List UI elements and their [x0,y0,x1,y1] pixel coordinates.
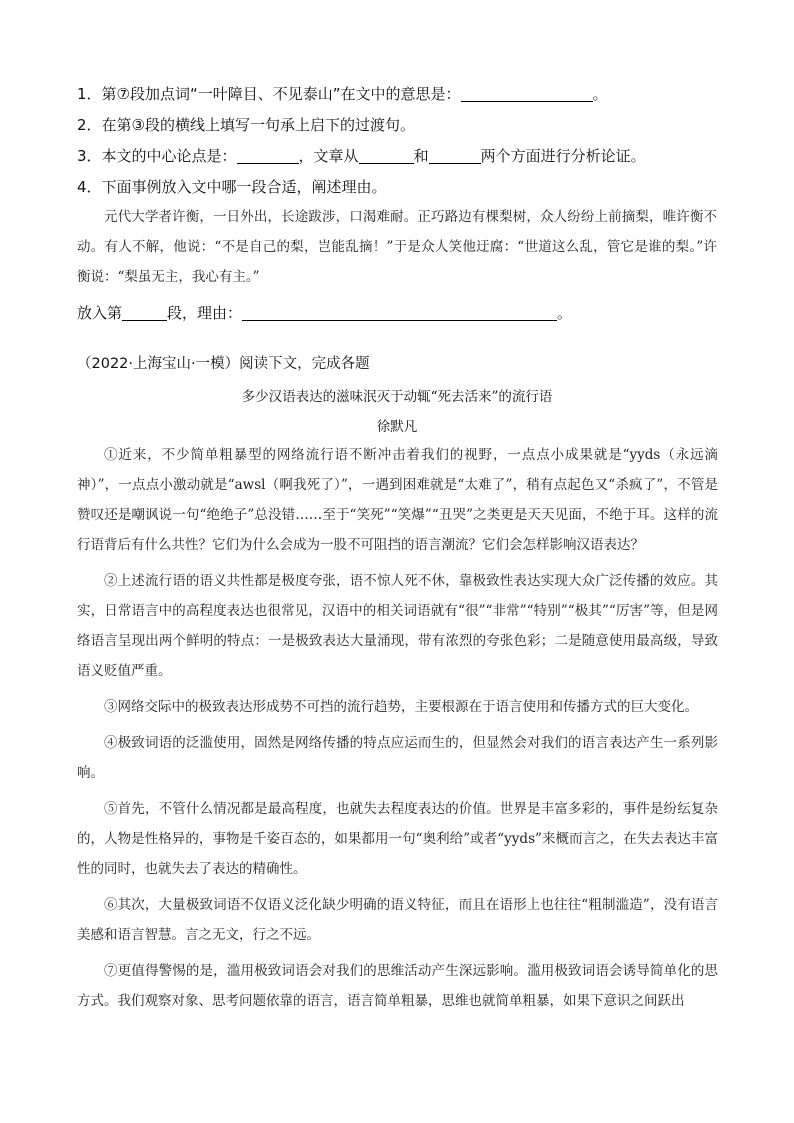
question-3-text-d: 两个方面进行分析论证。 [480,147,646,165]
question-3-text-b: ，文章从 [298,147,359,165]
question-1 [77,83,608,105]
article-title: 多少汉语表达的滋味泯灭于动辄“死去活来”的流行语 [241,389,553,405]
article-author: 徐默凡 [376,419,418,435]
answer-blank[interactable] [359,147,414,164]
answer-line-suffix: 。 [557,304,573,322]
answer-blank[interactable] [461,85,593,102]
answer-line-text-a: 放入第 [77,304,123,322]
question-1-suffix: 。 [592,85,608,103]
paragraph-5: ⑤首先，不管什么情况都是最高程度，也就失去程度表达的价值。世界是丰富多彩的，事件是纷纭复杂的，人物是性格异的，事物是千姿百态的，如果都用一句“奥利给”或者“yyds”来概而言之，在失去表达丰富性的同时，也就失去了表达的精确性。 [77,801,718,877]
answer-blank[interactable] [122,304,167,321]
paragraph-7: ⑦更值得警惕的是，滥用极致词语会对我们的思维活动产生深远影响。滥用极致词语会诱导简单化的思方式。我们观察对象、思考问题依靠的语言，语言简单粗暴，思维也就简单粗暴，如果下意识之间跃出 [77,963,718,1009]
question-2 [77,114,415,136]
answer-line-text-b: 段，理由： [167,304,243,322]
paragraph-6: ⑥其次，大量极致词语不仅语义泛化缺少明确的语义特征，而且在语形上也往往“粗制滥造”，没有语言美感和语言智慧。言之无文，行之不远。 [77,897,718,943]
question-3-text-a: 3．本文的中心论点是： [77,147,237,165]
paragraph-3: ③网络交际中的极致表达形成势不可挡的流行趋势，主要根源在于语言使用和传播方式的巨大变化。 [104,699,698,715]
paragraph-4: ④极致词语的泛滥使用，固然是网络传播的特点应运而生的，但显然会对我们的语言表达产生一系列影响。 [77,735,718,781]
question-4-text: 4．下面事例放入文中哪一段合适，阐述理由。 [77,178,387,196]
answer-blank[interactable] [242,304,557,321]
example-passage [77,202,717,298]
answer-blank[interactable] [237,147,299,164]
question-3 [77,145,646,167]
question-3-text-c: 和 [413,147,429,165]
question-1-text: 1．第⑦段加点词“一叶障目、不见泰山”在文中的意思是： [77,85,461,103]
answer-blank[interactable] [429,147,481,164]
question-4 [77,176,387,198]
paragraph-1: ①近来，不少简单粗暴型的网络流行语不断冲击着我们的视野，一点点小成果就是“yyds（永远滴神）”，一点点小激动就是“awsl（啊我死了）”，一遇到困难就是“太难了”，稍有点起色又“杀疯了”，不管是赞叹还是嘲讽说一句“绝绝子”总没错……至于“笑死”“笑爆”“丑哭”之类更是天天见面，不绝于耳。这样的流行语背后有什么共性？它们为什么会成为一股不可阻挡的语言潮流？它们会怎样影响汉语表达？ [77,447,718,553]
source-line: （2022·上海宝山·一模）阅读下文，完成各题 [77,356,370,372]
paragraph-2: ②上述流行语的语义共性都是极度夸张，语不惊人死不休，靠极致性表达实现大众广泛传播的效应。其实，日常语言中的高程度表达也很常见，汉语中的相关词语就有“很”“非常”“特别”“极其”“厉害”等，但是网络语言呈现出两个鲜明的特点：一是极致表达大量涌现，带有浓烈的夸张色彩；二是随意使用最高级，导致语义贬值严重。 [77,573,718,679]
answer-line [77,302,572,324]
example-paragraph: 元代大学者许衡，一日外出，长途跋涉，口渴难耐。正巧路边有棵梨树，众人纷纷上前摘梨，唯许衡不动。有人不解，他说：“不是自己的梨，岂能乱摘！”于是众人笑他迂腐：“世道这么乱，管它是谁的梨。”许衡说：“梨虽无主，我心有主。” [77,209,717,285]
question-2-text: 2．在第③段的横线上填写一句承上启下的过渡句。 [77,116,415,134]
article-body [77,440,718,1022]
